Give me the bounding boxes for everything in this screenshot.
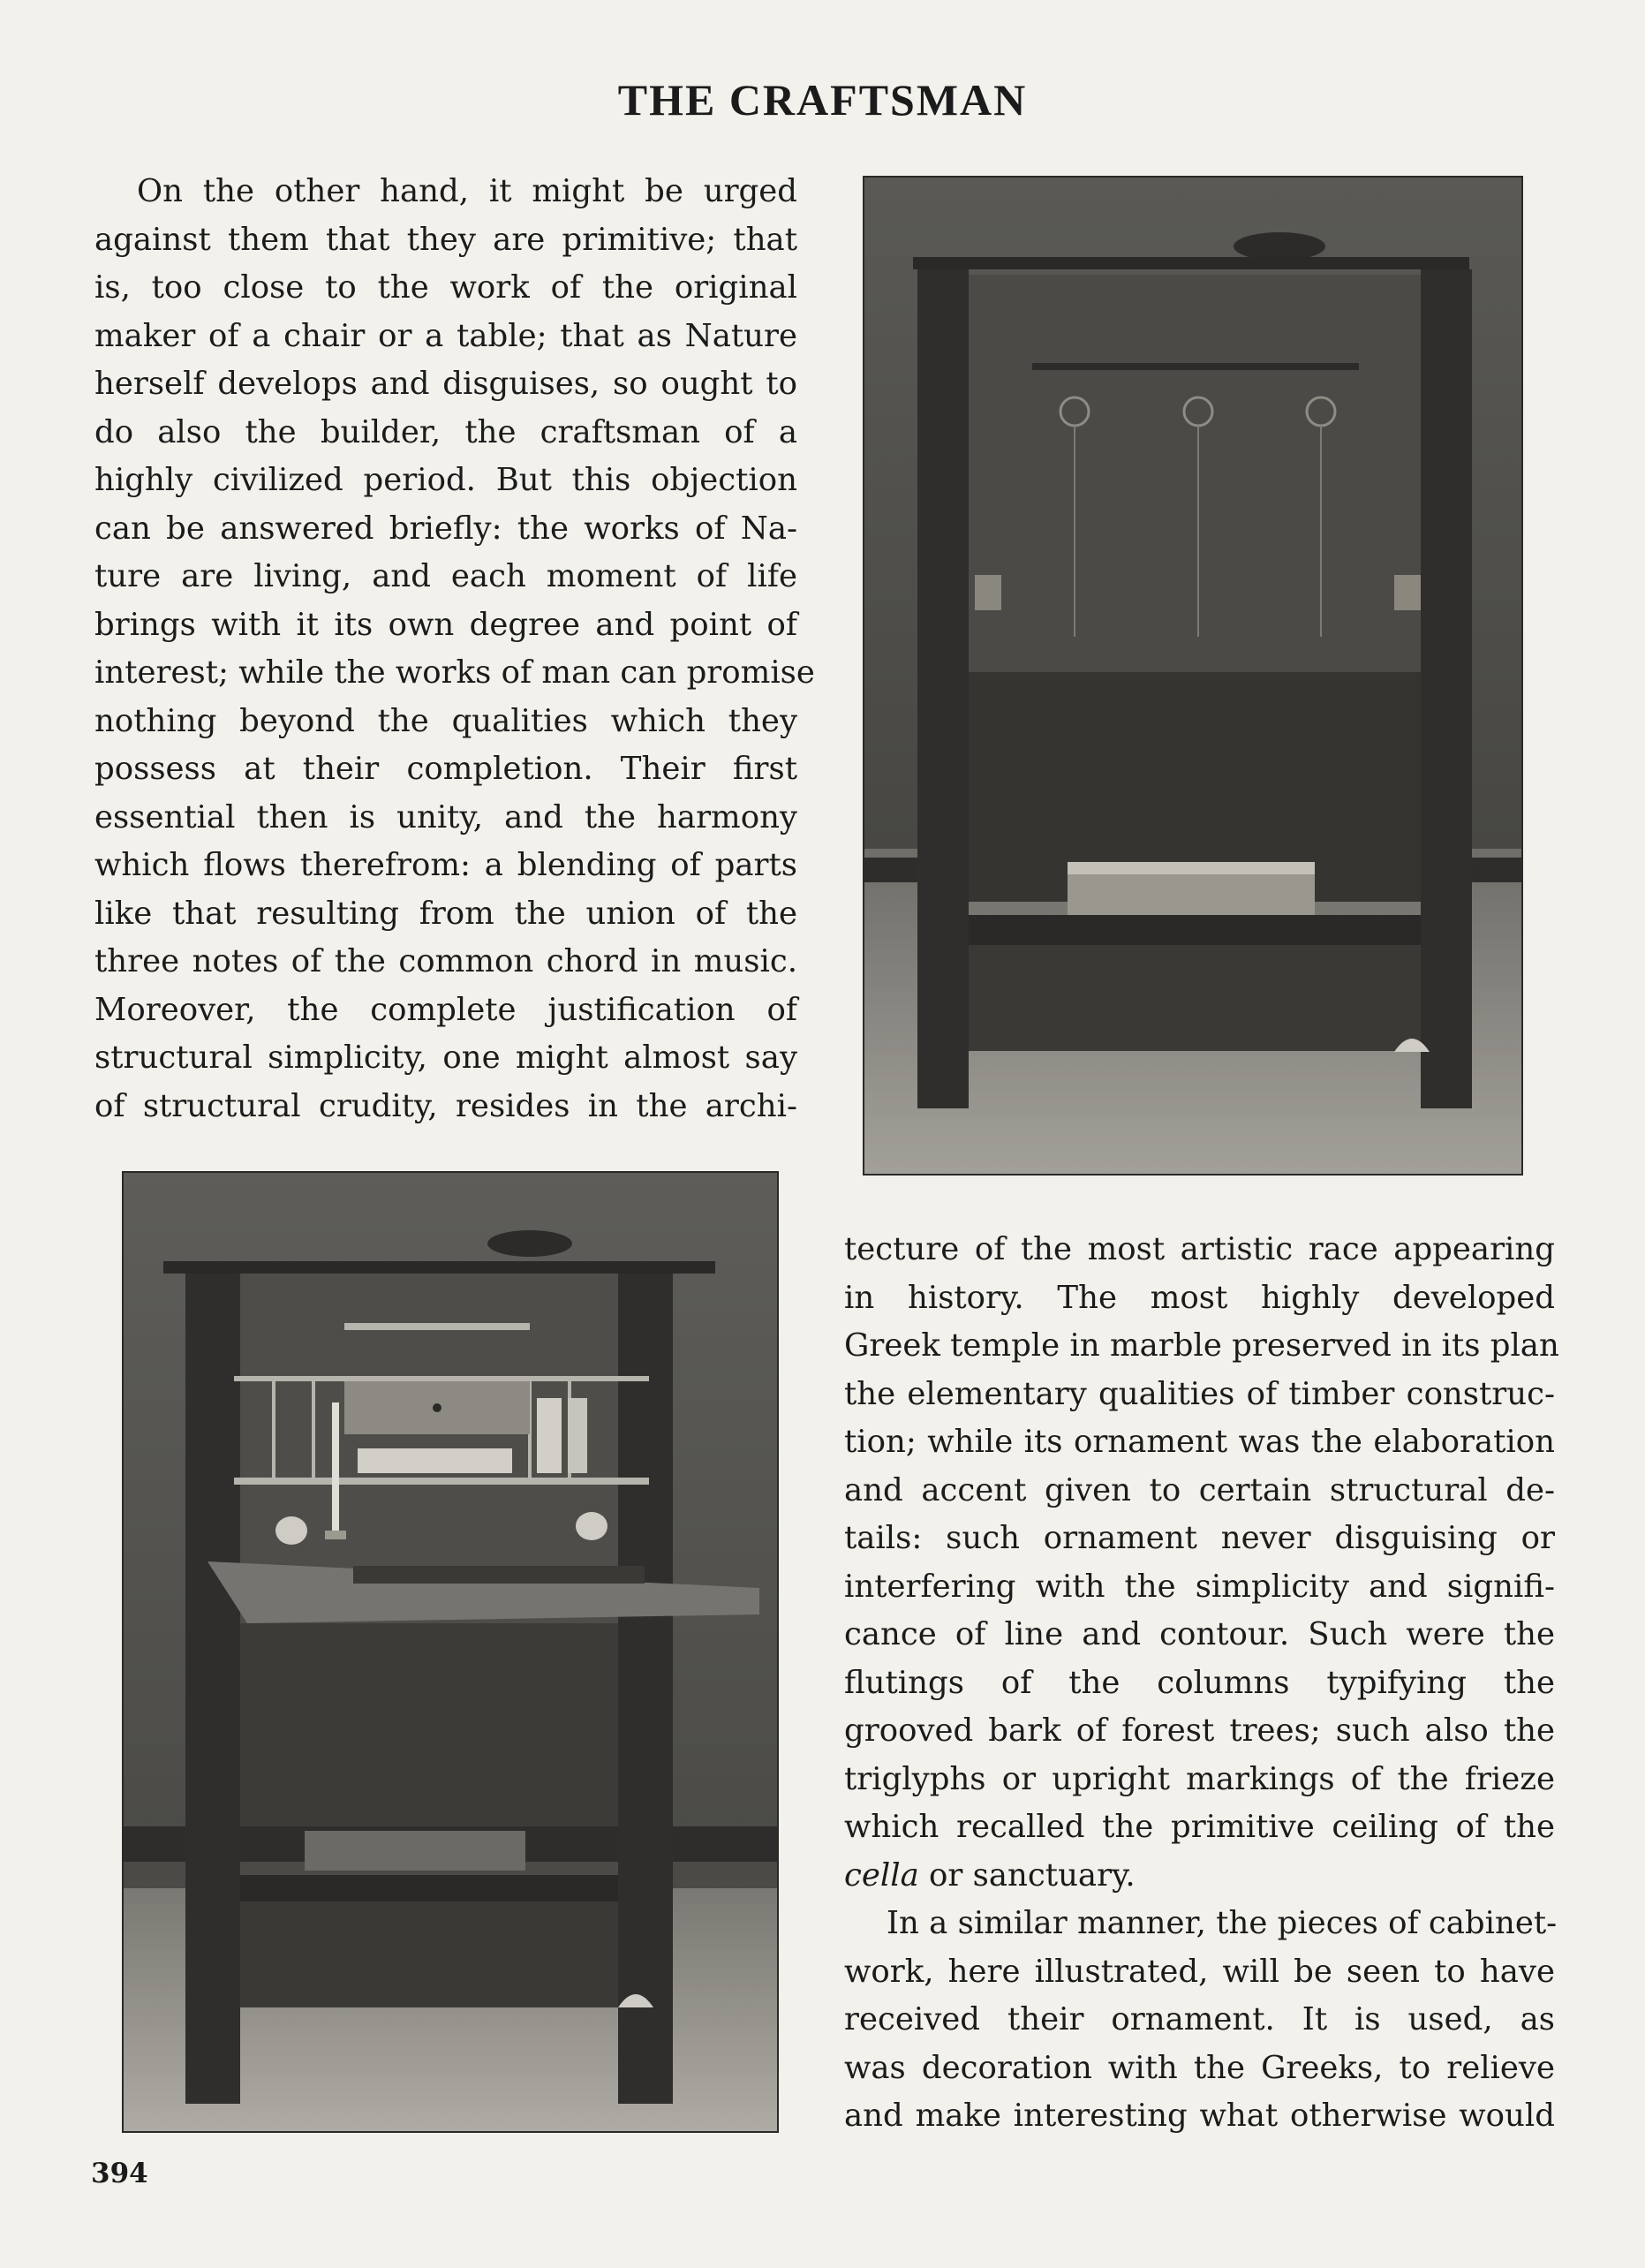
left-paragraph	[94, 168, 815, 1130]
text-line: grooved bark of forest trees; such also the	[844, 1712, 1555, 1749]
right-text-column	[844, 1226, 1559, 2141]
text-line: was decoration with the Greeks, to relieve	[844, 2049, 1555, 2086]
left-text-column	[94, 168, 815, 1130]
text-line: tion; while its ornament was the elaboration	[844, 1424, 1555, 1460]
text-line: in history. The most highly developed	[844, 1279, 1555, 1316]
text-line: Greek temple in marble preserved in its plan	[844, 1327, 1559, 1364]
text-line: like that resulting from the union of the	[94, 895, 797, 932]
text-line: maker of a chair or a table; that as Nature	[94, 317, 797, 354]
photo-desk-open	[122, 1171, 779, 2133]
text-line: is, too close to the work of the original	[94, 269, 797, 306]
text-line: interest; while the works of man can promise	[94, 654, 815, 691]
text-line: tecture of the most artistic race appearing	[844, 1231, 1555, 1267]
text-line: do also the builder, the craftsman of a	[94, 413, 797, 450]
text-line: against them that they are primitive; that	[94, 221, 797, 258]
text-line: structural simplicity, one might almost say	[94, 1040, 797, 1076]
text-line: can be answered briefly: the works of Na-	[94, 510, 797, 547]
text-line: nothing beyond the qualities which they	[94, 702, 797, 739]
text-fragment: or sanctuary.	[918, 1856, 1136, 1894]
right-paragraph-2	[844, 1900, 1558, 2141]
right-paragraph-1	[844, 1226, 1559, 1900]
text-line: received their ornament. It is used, as	[844, 2001, 1555, 2037]
text-line: of structural crudity, resides in the archi-	[94, 1087, 797, 1124]
page-number: 394	[91, 2158, 148, 2189]
text-line: highly civilized period. But this objection	[94, 462, 797, 498]
text-line: work, here illustrated, will be seen to have	[844, 1953, 1555, 1990]
text-line: which flows therefrom: a blending of parts	[94, 847, 797, 883]
text-line: In a similar manner, the pieces of cabinet-	[887, 1905, 1558, 1941]
text-line: Moreover, the complete justification of	[94, 991, 797, 1028]
text-line: On the other hand, it might be urged	[137, 173, 797, 209]
text-line: which recalled the primitive ceiling of the	[844, 1809, 1555, 1845]
text-line: cance of line and contour. Such were the	[844, 1616, 1555, 1652]
text-line: possess at their completion. Their first	[94, 751, 797, 787]
text-line: brings with it its own degree and point of	[94, 606, 797, 643]
photo-desk-closed	[863, 176, 1523, 1176]
text-line: and make interesting what otherwise would	[844, 2098, 1555, 2134]
text-line: three notes of the common chord in music.	[94, 943, 797, 979]
text-line	[844, 1852, 1555, 1901]
text-line: and accent given to certain structural de-	[844, 1471, 1555, 1508]
text-line: essential then is unity, and the harmony	[94, 798, 797, 835]
desk-closed-illustration	[864, 178, 1521, 1174]
italic-term: cella	[844, 1856, 919, 1894]
text-line: flutings of the columns typifying the	[844, 1664, 1555, 1701]
running-header: THE CRAFTSMAN	[617, 75, 1028, 125]
desk-open-illustration	[124, 1173, 777, 2131]
text-line: tails: such ornament never disguising or	[844, 1520, 1555, 1556]
text-line: interfering with the simplicity and signifi-	[844, 1568, 1555, 1605]
text-line: triglyphs or upright markings of the frieze	[844, 1760, 1555, 1797]
text-line: ture are living, and each moment of life	[94, 558, 797, 594]
text-line: the elementary qualities of timber construc-	[844, 1375, 1555, 1412]
text-line: herself develops and disguises, so ought to	[94, 366, 797, 402]
